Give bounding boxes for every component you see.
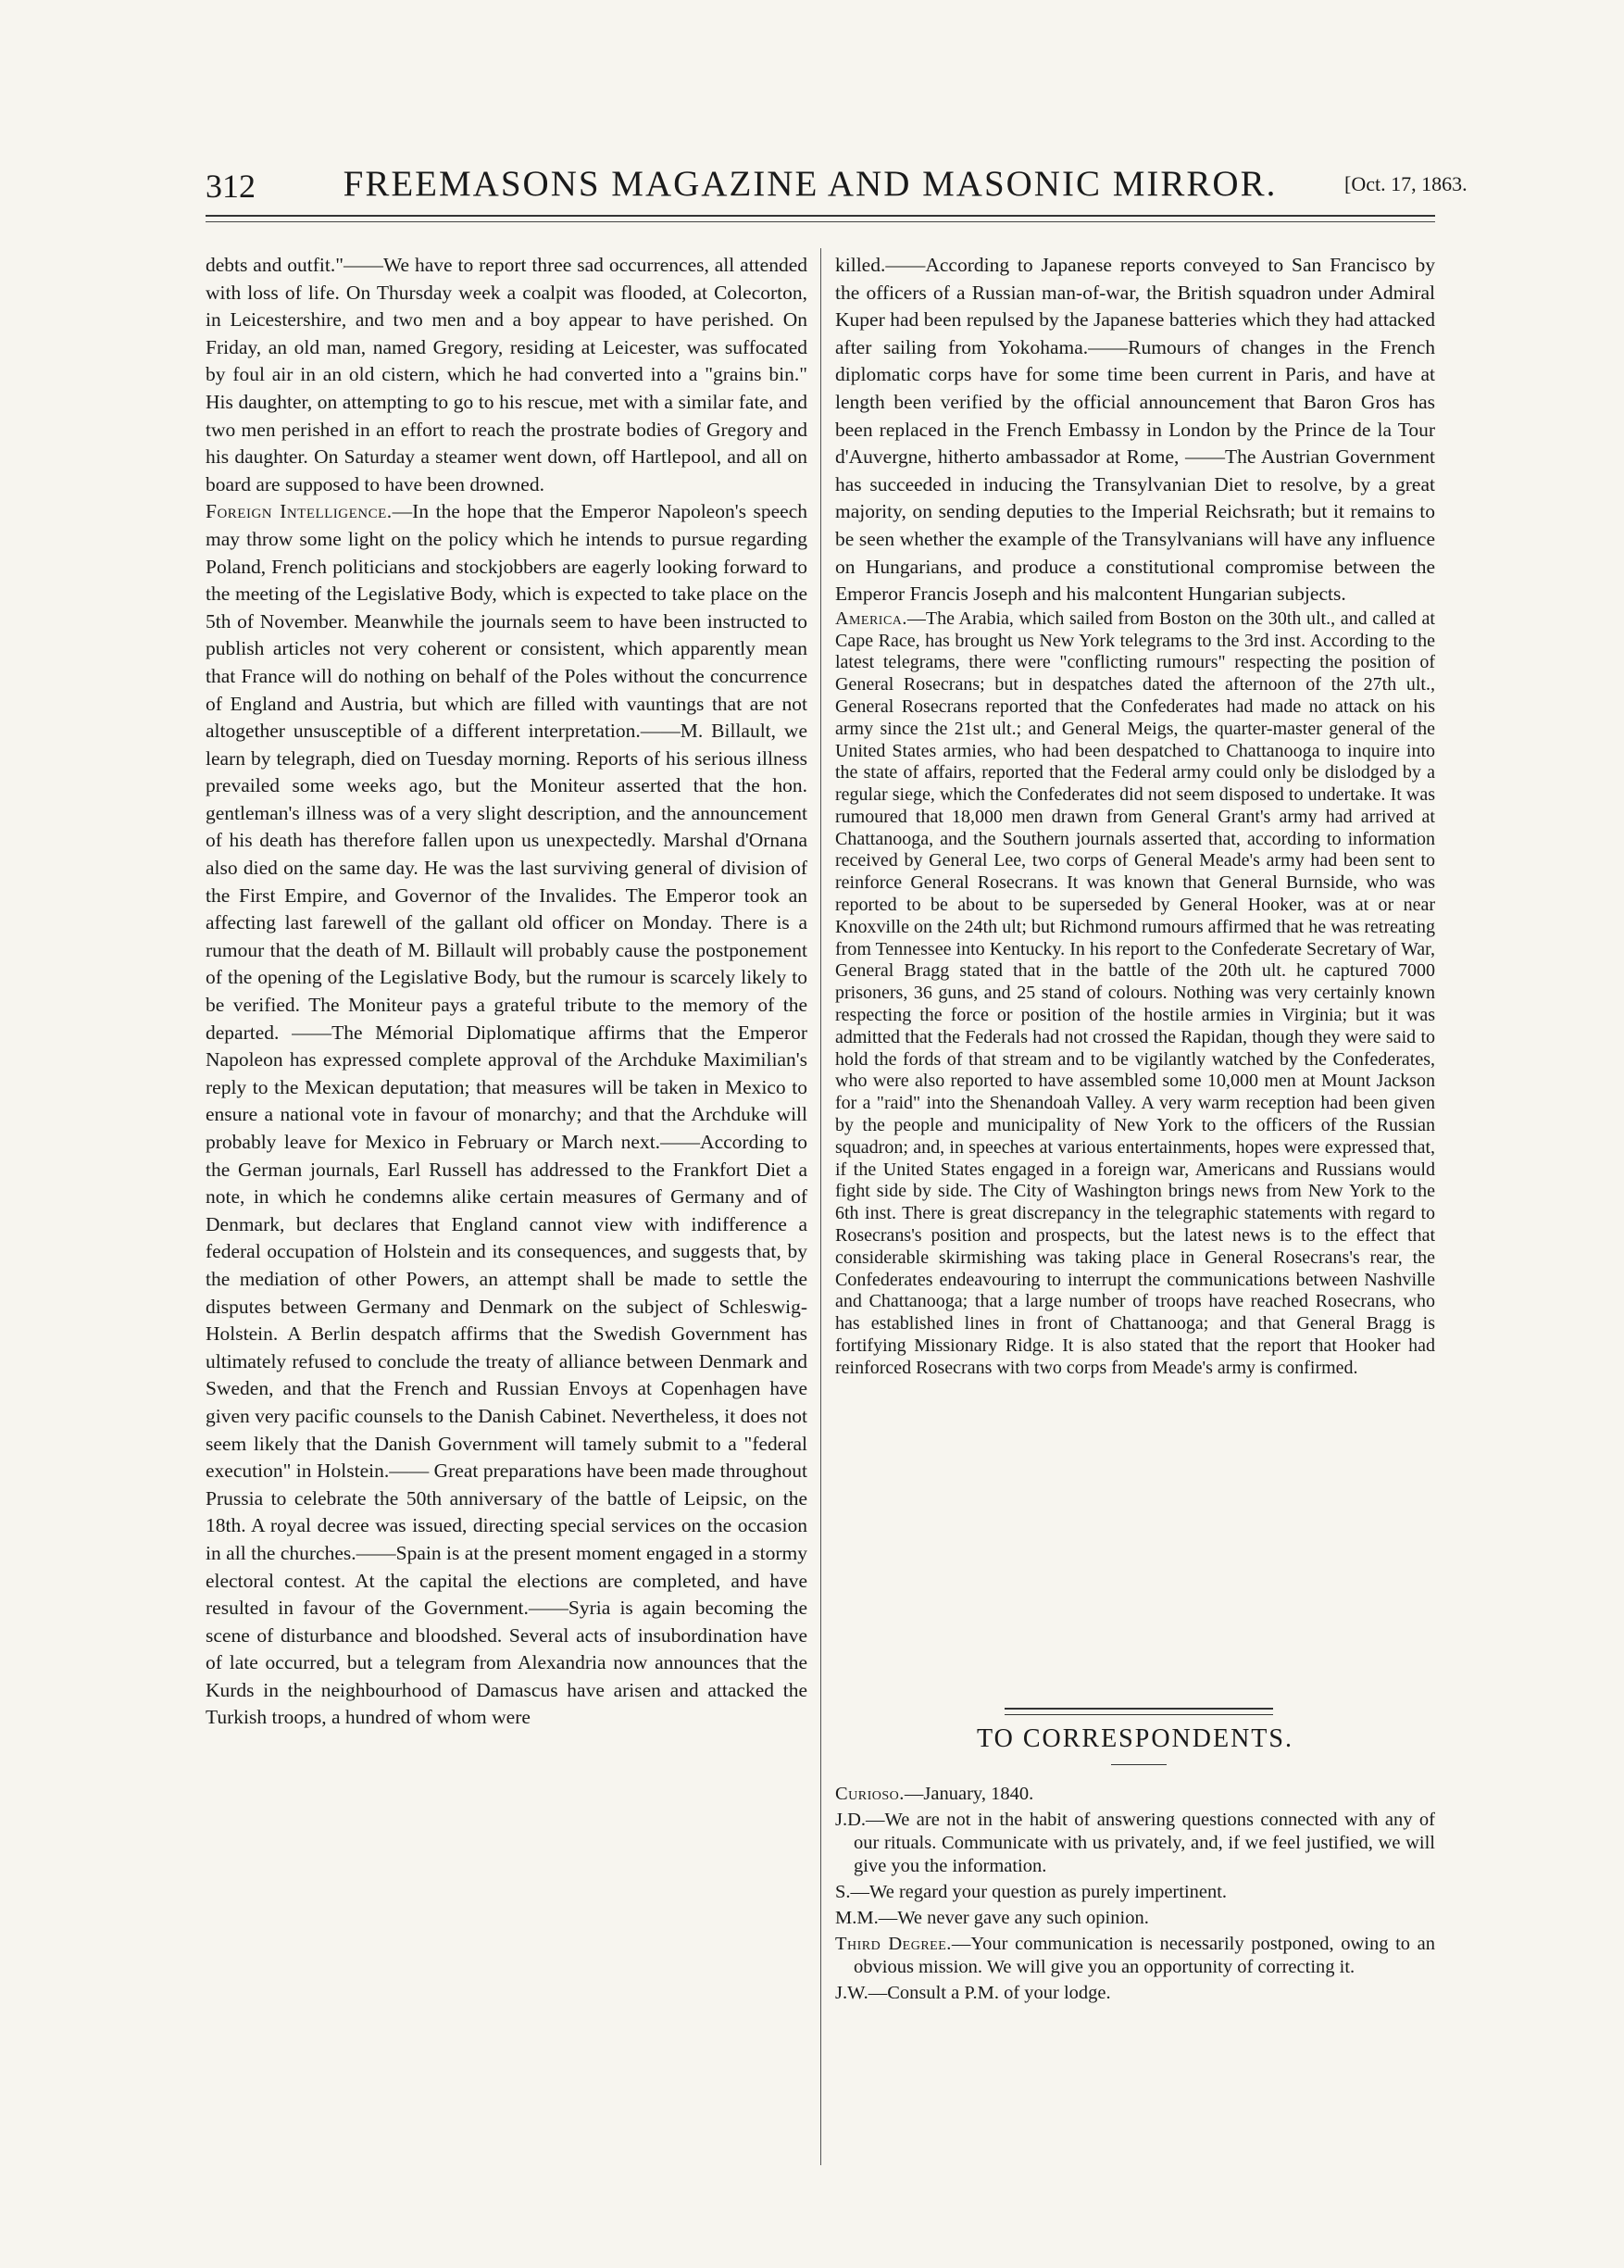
paragraph-occurrences: debts and outfit."——We have to report three sad occurrences, all attended with loss of life. On Thursday week a coalpit was flooded, at Colecorton, in Leicestershire, and two men and a boy appear to have perished. On Friday, an old man, named Gregory, residing at Leicester, was suffocated by foul air in an old cistern, which he had converted into a "grains bin." His daughter, on attempting to go to his rescue, met with a similar fate, and two men perished in an effort to reach the prostrate bodies of Gregory and his daughter. On Saturday a steamer went down, off Hartlepool, and all on board are supposed to have been drowned. — [206, 254, 807, 495]
section-label-america: America. — [835, 608, 907, 629]
correspondent-entry — [835, 1907, 1435, 1930]
entry-text: —January, 1840. — [904, 1784, 1034, 1804]
section-divider-top — [1005, 1708, 1273, 1710]
correspondent-entry — [835, 1982, 1435, 2005]
america-text: —The Arabia, which sailed from Boston on the 30th ult., and called at Cape Race, has brought us New York telegrams to the 3rd inst. According to the latest telegrams, there were "conflicting rumours" respecting the position of General Rosecrans; but in despatches dated the afternoon of the 27th ult., General Rosecrans reported that the Confederates had made no attack on his army since the 21st ult.; and General Meigs, the quarter-master general of the United States armies, who had been despatched to Chattanooga to inquire into the state of affairs, reported that the Federal army could only be dislodged by a regular siege, which the Confederates did not seem disposed to undertake. It was rumoured that 18,000 men drawn from General Grant's army had arrived at Chattanooga, and the Southern journals asserted that, according to information received by General Lee, two corps of General Meade's army had been sent to reinforce General Rosecrans. It was known that General Burnside, who was reported to be about to be superseded by General Hooker, was at or near Knoxville on the 24th ult; but Richmond rumours affirmed that he was retreating from Tennessee into Kentucky. In his report to the Confederate Secretary of War, General Bragg stated that in the battle of the 20th ult. he captured 7000 prisoners, 36 guns, and 25 stand of colours. Nothing was very certainly known respecting the force or position of the hostile armies in Virginia; but it was admitted that the Federals had not crossed the Rapidan, though they were said to hold the fords of that stream and to be vigilantly watched by the Confederates, who were also reported to have assembled some 10,000 men at Mount Jackson for a "raid" into the Shenandoah Valley. A very warm reception had been given by the people and municipality of New York to the officers of the Russian squadron; and, in speeches at various entertainments, hopes were expressed that, if the United States engaged in a foreign war, Americans and Russians would fight side by side. The City of Washington brings news from New York to the 6th inst. There is great discrepancy in the telegraphic statements with regard to Rosecrans's position and prospects, but the latest news is to the effect that considerable skirmishing was taking place in General Rosecrans's rear, the Confederates endeavouring to interrupt the communications between Nashville and Chattanooga; that a large number of troops have reached Rosecrans, who has established lines in front of Chattanooga; and that General Bragg is fortifying Missionary Ridge. It is also stated that the report that Hooker had reinforced Rosecrans with two corps from Meade's army is confirmed. — [835, 608, 1435, 1378]
entry-label: J.D. — [835, 1810, 867, 1830]
correspondents-heading: TO CORRESPONDENTS. — [977, 1724, 1293, 1753]
column-divider — [820, 248, 821, 2165]
entry-text: —Your communication is necessarily postponed, owing to an obvious mission. We will give you an opportunity of correcting it. — [854, 1934, 1436, 1977]
entry-label: Curioso. — [835, 1784, 905, 1804]
correspondent-entry — [835, 1933, 1435, 1979]
entry-label: J.W. — [835, 1983, 868, 2003]
paragraph-japan-austria: killed.——According to Japanese reports conveyed to San Francisco by the officers of a Russian man-of-war, the British squadron under Admiral Kuper had been repulsed by the Japanese batteries which they had attacked after sailing from Yokohama.——Rumours of changes in the French diplomatic corps have for some time been current in Paris, and have at length been verified by the official announcement that Baron Gros has been replaced in the French Embassy in London by the Prince de la Tour d'Auvergne, hitherto ambassador at Rome, ——The Austrian Government has succeeded in inducing the Transylvanian Diet to resolve, by a great majority, on sending deputies to the Imperial Reichsrath; but it remains to be seen whether the example of the Transylvanians will have any influence on Hungarians, and produce a constitutional compromise between the Emperor Francis Joseph and his malcontent Hungarian subjects. — [835, 254, 1435, 606]
entry-text: —We regard your question as purely impertinent. — [850, 1882, 1228, 1902]
entry-text: —We never gave any such opinion. — [878, 1908, 1149, 1928]
paragraph-foreign-intelligence — [206, 498, 807, 1732]
page-title: FREEMASONS MAGAZINE AND MASONIC MIRROR. — [343, 164, 1278, 204]
section-label-foreign: Foreign Intelligence. — [206, 500, 393, 523]
correspondent-entry — [835, 1783, 1435, 1806]
entry-text: —We are not in the habit of answering questions connected with any of our rituals. Communicate with us privately, and, if we feel justified, we will give you the information. — [854, 1810, 1435, 1876]
entry-label: Third Degree. — [835, 1934, 952, 1954]
page-number: 312 — [206, 168, 256, 205]
issue-date: [Oct. 17, 1863. — [1344, 172, 1468, 195]
header-rule-bottom — [206, 221, 1435, 222]
section-divider-bottom — [1005, 1714, 1273, 1715]
header-rule-top — [206, 215, 1435, 217]
right-column — [835, 252, 1435, 1380]
entry-text: —Consult a P.M. of your lodge. — [868, 1983, 1111, 2003]
entry-label: S. — [835, 1882, 851, 1902]
left-column — [206, 252, 807, 1732]
correspondent-entry — [835, 1881, 1435, 1904]
entry-label: M.M. — [835, 1908, 879, 1928]
correspondents-list — [835, 1783, 1435, 2008]
foreign-text: —In the hope that the Emperor Napoleon's speech may throw some light on the policy which he intends to pursue regarding Poland, French politicians and stockjobbers are eagerly looking forward to the meeting of the Legislative Body, which is expected to take place on the 5th of November. Meanwhile the journals seem to have been instructed to publish articles not very coherent or consistent, which apparently mean that France will do nothing on behalf of the Poles without the concurrence of England and Austria, but which are filled with vauntings that are not altogether unsusceptible of a different interpretation.——M. Billault, we learn by telegraph, died on Tuesday morning. Reports of his serious illness prevailed some weeks ago, but the Moniteur asserted that the hon. gentleman's illness was of a very slight description, and the announcement of his death has therefore fallen upon us unexpectedly. Marshal d'Ornana also died on the same day. He was the last surviving general of division of the First Empire, and Governor of the Invalides. The Emperor took an affecting last farewell of the gallant old officer on Monday. There is a rumour that the death of M. Billault will probably cause the postponement of the opening of the Legislative Body, but the rumour is scarcely likely to be verified. The Moniteur pays a grateful tribute to the memory of the departed. ——The Mémorial Diplomatique affirms that the Emperor Napoleon has expressed complete approval of the Archduke Maximilian's reply to the Mexican deputation; that measures will be taken in Mexico to ensure a national vote in favour of monarchy; and that the Archduke will probably leave for Mexico in February or March next.——According to the German journals, Earl Russell has addressed to the Frankfort Diet a note, in which he condemns alike certain measures of Germany and of Denmark, but declares that England cannot view with indifference a federal occupation of Holstein and its consequences, and suggests that, by the mediation of other Powers, an attempt shall be made to settle the disputes between Germany and Denmark on the subject of Schleswig-Holstein. A Berlin despatch affirms that the Swedish Government has ultimately refused to conclude the treaty of alliance between Denmark and Sweden, and that the French and Russian Envoys at Copenhagen have given very pacific counsels to the Danish Cabinet. Nevertheless, it does not seem likely that the Danish Government will tamely submit to a "federal execution" in Holstein.—— Great preparations have been made throughout Prussia to celebrate the 50th anniversary of the battle of Leipsic, on the 18th. A royal decree was issued, directing special services on the occasion in all the churches.——Spain is at the present moment engaged in a stormy electoral contest. At the capital the elections are completed, and have resulted in favour of the Government.——Syria is again becoming the scene of disturbance and bloodshed. Several acts of insubordination have of late occurred, but a telegram from Alexandria now announces that the Kurds in the neighbourhood of Damascus have arisen and attacked the Turkish troops, a hundred of whom were — [206, 500, 807, 1729]
heading-underline — [1111, 1764, 1167, 1765]
correspondent-entry — [835, 1809, 1435, 1878]
paragraph-america — [835, 608, 1435, 1380]
